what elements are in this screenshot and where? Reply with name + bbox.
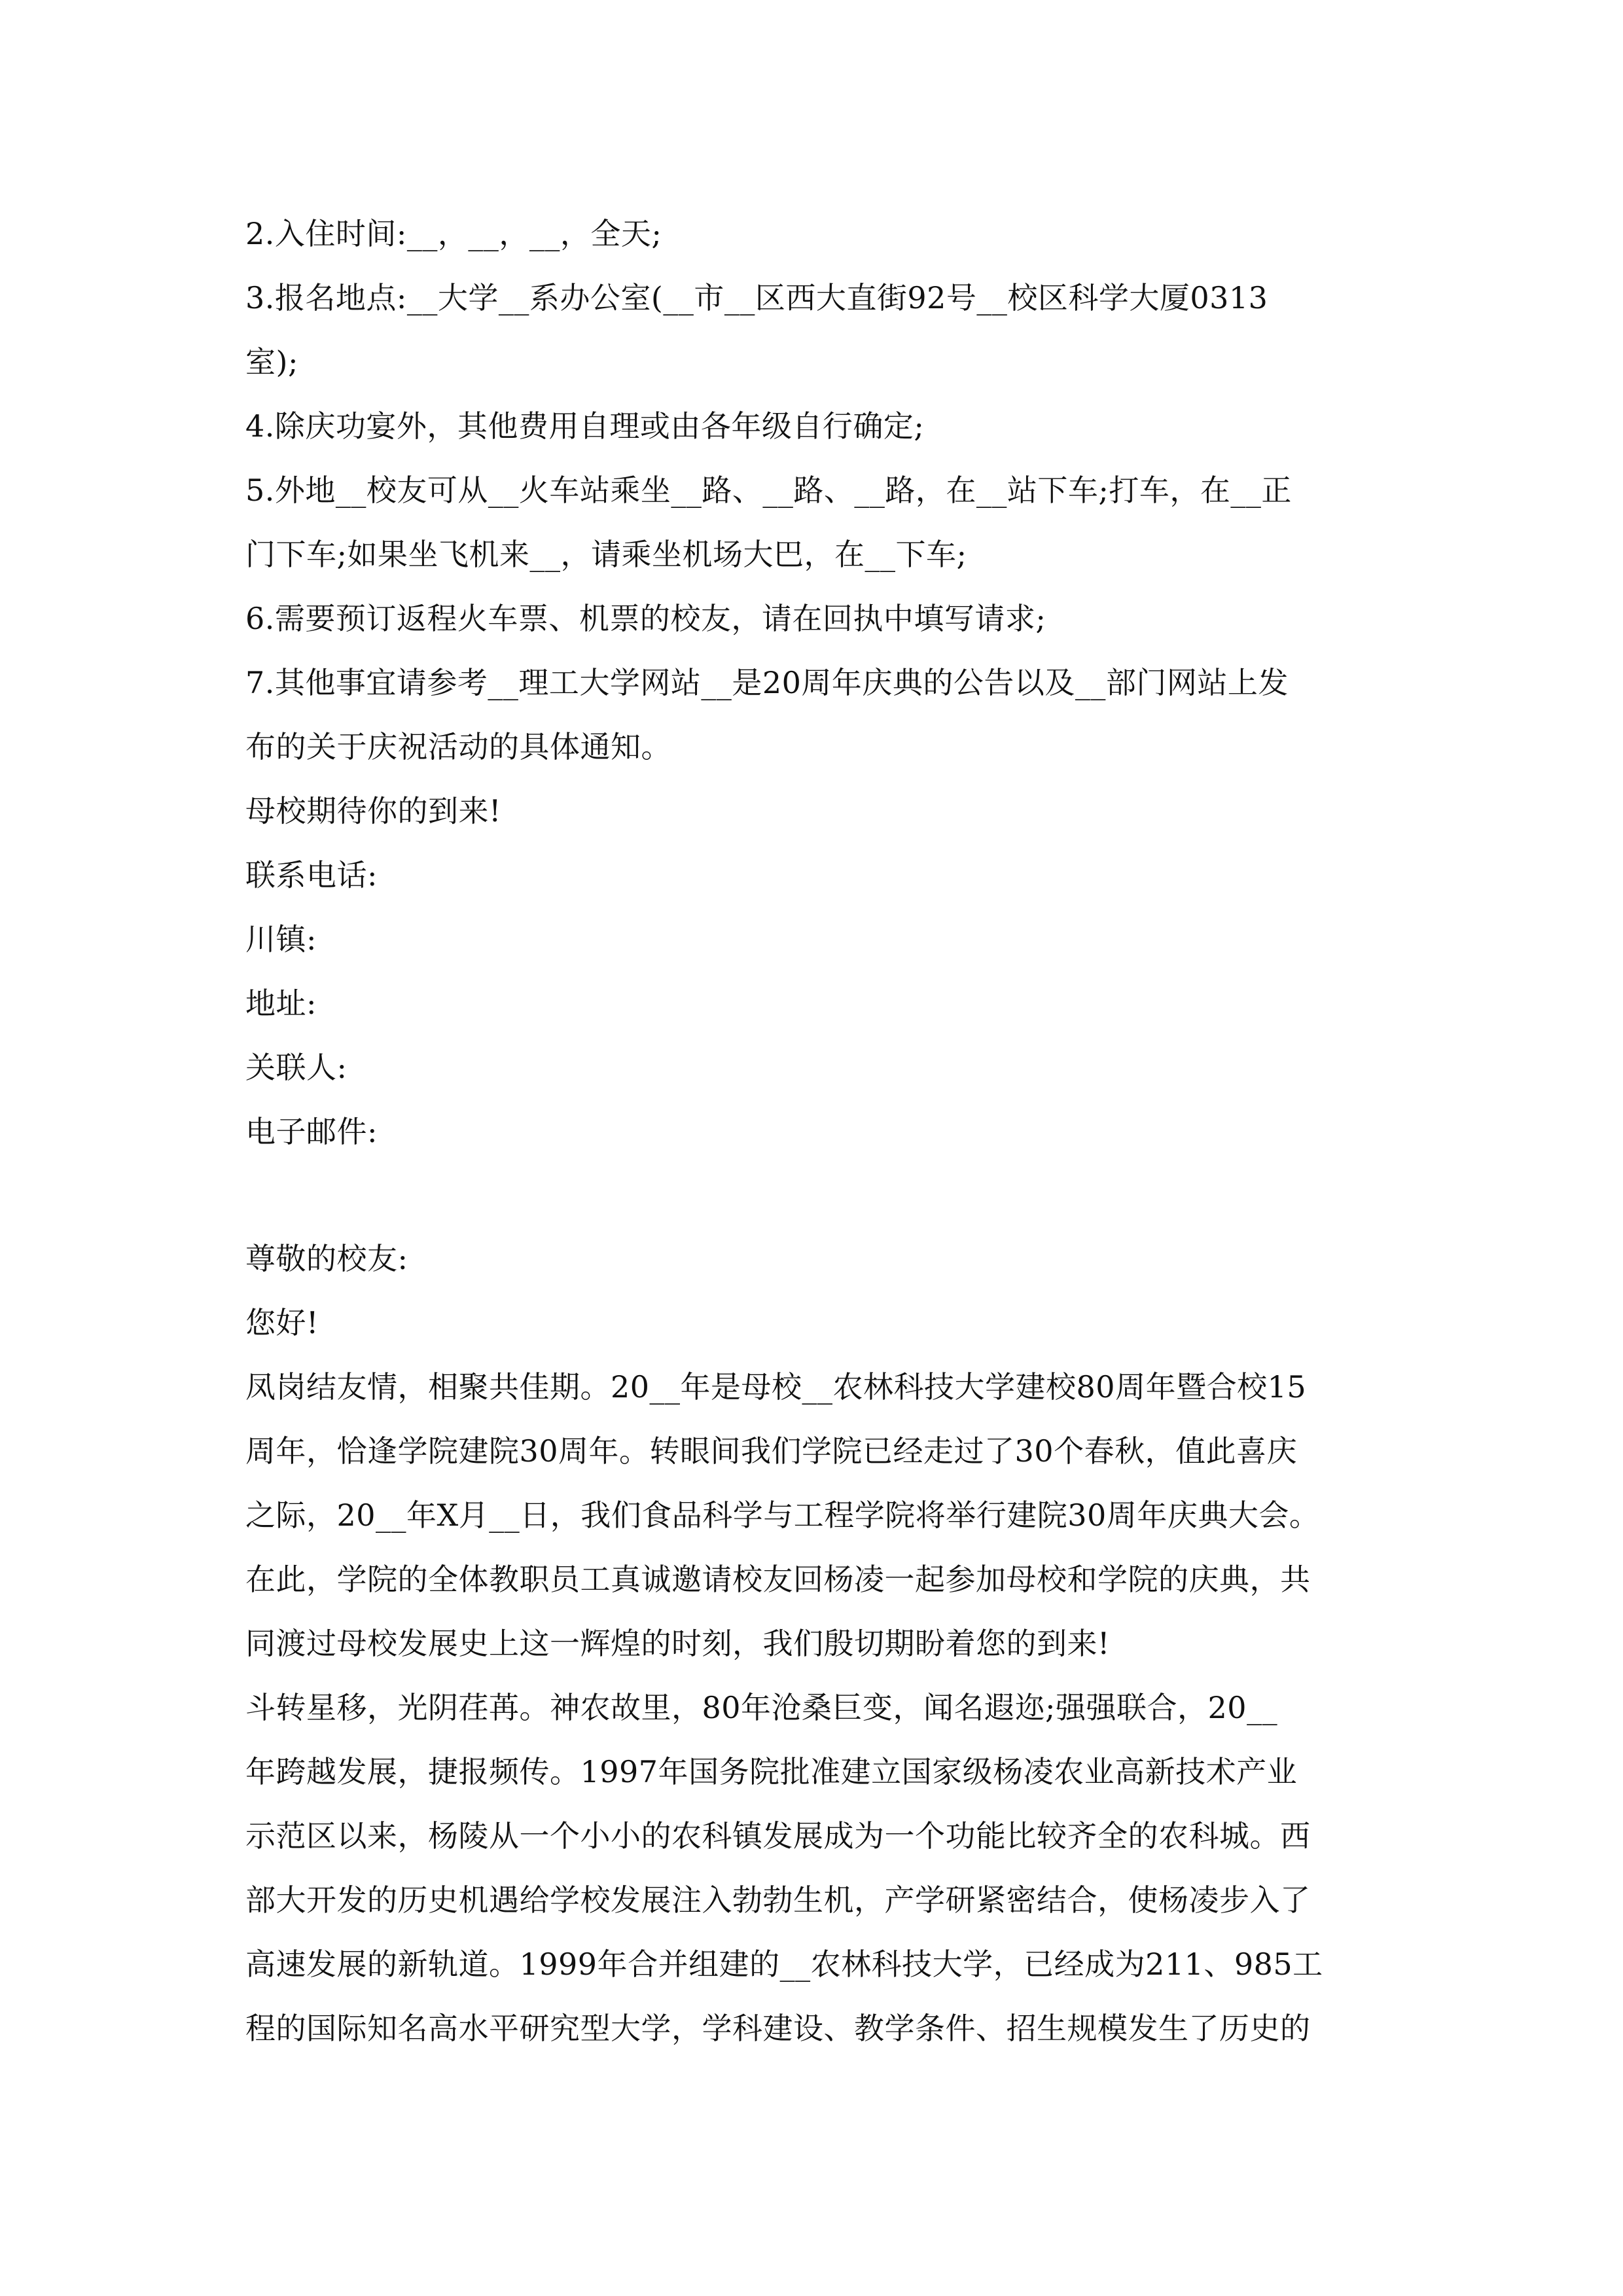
salutation: 尊敬的校友: [245,1241,408,1276]
section-notice-details [245,202,1384,1164]
text-line: 周年，恰逢学院建院30周年。转眼间我们学院已经走过了30个春秋，值此喜庆 [245,1433,1298,1469]
text-line: 凤岗结友情，相聚共佳期。20__年是母校__农林科技大学建校80周年暨合校15 [245,1369,1307,1405]
section-spacer [245,1164,1384,1227]
text-line: 5.外地__校友可从__火车站乘坐__路、__路、__路，在__站下车;打车，在__正 [245,473,1292,508]
contact-email-label: 电子邮件: [245,1114,378,1149]
text-line: 年跨越发展，捷报频传。1997年国务院批准建立国家级杨凌农业高新技术产业 [245,1754,1298,1789]
contact-phone-label: 联系电话: [245,857,378,893]
text-line: 6.需要预订返程火车票、机票的校友，请在回执中填写请求; [245,601,1046,636]
contact-town-label: 川镇: [245,922,317,957]
greeting: 您好! [245,1305,319,1340]
text-line: 部大开发的历史机遇给学校发展注入勃勃生机，产学研紧密结合，使杨凌步入了 [245,1882,1311,1918]
text-line: 程的国际知名高水平研究型大学，学科建设、教学条件、招生规模发生了历史的 [245,2011,1311,2046]
text-line: 2.入住时间:__，__，__，全天; [245,216,662,251]
contact-person-label: 关联人: [245,1050,348,1085]
contact-address-label: 地址: [245,986,317,1021]
text-line: 室); [245,344,298,380]
text-line: 高速发展的新轨道。1999年合并组建的__农林科技大学，已经成为211、985工 [245,1946,1323,1982]
closing-line: 母校期待你的到来! [245,793,501,829]
text-line: 4.除庆功宴外，其他费用自理或由各年级自行确定; [245,408,925,444]
section-invitation-letter [245,1227,1384,2060]
text-line: 示范区以来，杨陵从一个小小的农科镇发展成为一个功能比较齐全的农科城。西 [245,1818,1311,1854]
text-line: 在此，学院的全体教职员工真诚邀请校友回杨凌一起参加母校和学院的庆典，共 [245,1562,1311,1597]
text-line: 7.其他事宜请参考__理工大学网站__是20周年庆典的公告以及__部门网站上发 [245,665,1289,700]
text-line: 同渡过母校发展史上这一辉煌的时刻，我们殷切期盼着您的到来! [245,1626,1110,1661]
text-line: 斗转星移，光阴荏苒。神农故里，80年沧桑巨变，闻名遐迩;强强联合，20__ [245,1690,1278,1725]
text-line: 布的关于庆祝活动的具体通知。 [245,729,671,764]
document-page [245,202,1384,2060]
text-line: 3.报名地点:__大学__系办公室(__市__区西大直街92号__校区科学大厦0313 [245,280,1268,315]
text-line: 之际，20__年X月__日，我们食品科学与工程学院将举行建院30周年庆典大会。 [245,1498,1320,1533]
text-line: 门下车;如果坐飞机来__，请乘坐机场大巴，在__下车; [245,537,967,572]
